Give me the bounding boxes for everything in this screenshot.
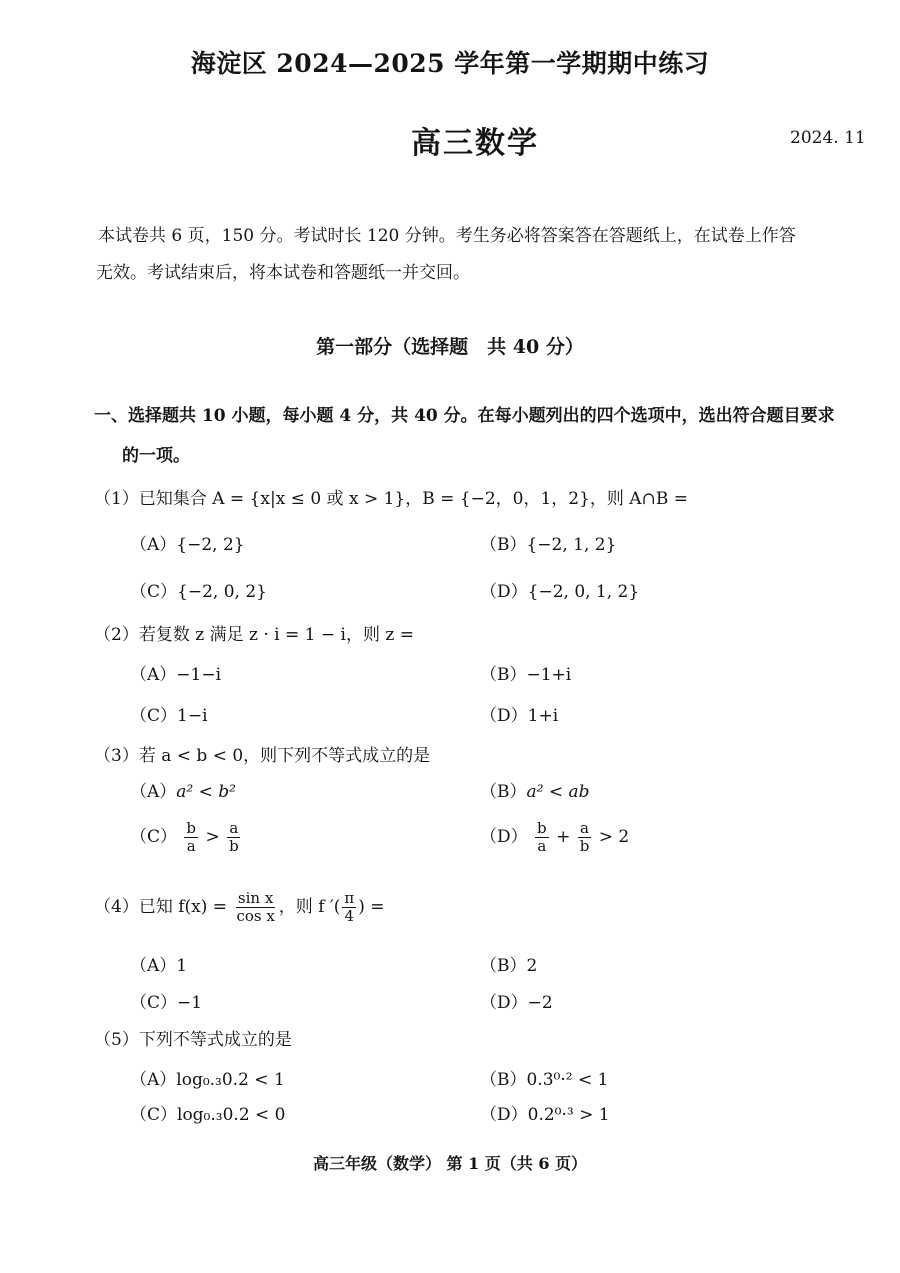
relation: > 2 <box>598 827 630 847</box>
section-line-2: 的一项。 <box>122 446 190 466</box>
question-4 <box>94 890 385 925</box>
q3-option-d <box>480 820 629 855</box>
q5-option-d: （D）0.2⁰·³ > 1 <box>480 1105 610 1125</box>
q5-option-a: （A）log₀.₃0.2 < 1 <box>130 1070 285 1090</box>
q1-option-a: （A）{−2, 2} <box>130 535 245 555</box>
question-3 <box>94 741 430 766</box>
q3-option-c <box>130 820 243 855</box>
question-5 <box>94 1025 292 1050</box>
option-label: （A） <box>130 782 177 802</box>
question-number: （1） <box>94 489 139 509</box>
question-number: （5） <box>94 1030 139 1050</box>
question-2 <box>94 620 414 645</box>
q3-option-a <box>130 777 236 802</box>
fraction: $\frac{b}{a}$ <box>537 819 547 855</box>
fraction: $\frac{a}{b}$ <box>229 819 239 855</box>
document-title: 海淀区 2024—2025 学年第一学期期中练习 <box>190 49 710 78</box>
q4-option-d: （D）−2 <box>480 993 553 1013</box>
option-label: （D） <box>480 827 528 847</box>
operator: + <box>556 827 571 847</box>
question-1 <box>94 484 688 509</box>
q3-option-b <box>480 777 590 802</box>
fraction: $\frac{a}{b}$ <box>579 819 590 855</box>
section-line-1: 一、选择题共 10 小题，每小题 4 分，共 40 分。在每小题列出的四个选项中，选出符合题目要求 <box>94 406 835 426</box>
relation: > <box>205 827 220 847</box>
instructions-line-1: 本试卷共 6 页，150 分。考试时长 120 分钟。考生务必将答案答在答题纸上，在试卷上作答 <box>98 226 796 246</box>
question-stem: 若复数 z 满足 z · i = 1 − i，则 z = <box>138 625 414 645</box>
exam-instructions <box>96 218 866 292</box>
question-stem: 下列不等式成立的是 <box>138 1030 292 1050</box>
q4-option-b: （B）2 <box>480 956 538 976</box>
section-one-instructions <box>94 396 874 476</box>
question-stem-mid: ，则 f ′( <box>278 897 341 917</box>
question-number: （2） <box>94 625 139 645</box>
option-text: a² < ab <box>526 782 590 802</box>
q5-option-c: （C）log₀.₃0.2 < 0 <box>130 1105 286 1125</box>
q4-option-a: （A）1 <box>130 956 188 976</box>
question-number: （3） <box>94 746 139 766</box>
option-label: （C） <box>130 827 178 847</box>
q2-option-b: （B）−1+i <box>480 665 572 685</box>
instructions-line-2: 无效。考试结束后，将本试卷和答题纸一并交回。 <box>96 263 470 283</box>
subject-title: 高三数学 <box>411 126 539 161</box>
q2-option-d: （D）1+i <box>480 706 559 726</box>
exam-date: 2024. 11 <box>790 128 866 148</box>
q2-option-a: （A）−1−i <box>130 665 222 685</box>
question-stem: 已知集合 A = {x|x ≤ 0 或 x > 1}，B = {−2，0，1，2}，则 A∩B = <box>138 489 688 509</box>
fraction-pi-4: $\frac{\pi}{4}$ <box>344 889 355 925</box>
q2-option-c: （C）1−i <box>130 706 208 726</box>
page-footer: 高三年级（数学） 第 1 页（共 6 页） <box>312 1154 588 1173</box>
question-stem: 若 a < b < 0，则下列不等式成立的是 <box>138 746 431 766</box>
option-label: （B） <box>480 782 527 802</box>
fraction: $\frac{b}{a}$ <box>186 819 197 855</box>
option-text: a² < b² <box>176 782 236 802</box>
q1-option-c: （C）{−2, 0, 2} <box>130 582 267 602</box>
fraction-sin-cos: $\frac{\text{sin x}}{\text{cos x}}$ <box>236 889 275 925</box>
q1-option-d: （D）{−2, 0, 1, 2} <box>480 582 640 602</box>
q4-option-c: （C）−1 <box>130 993 203 1013</box>
q1-option-b: （B）{−2, 1, 2} <box>480 535 617 555</box>
question-stem-pre: 已知 f(x) = <box>138 897 228 917</box>
question-number: （4） <box>94 897 139 917</box>
q5-option-b: （B）0.3⁰·² < 1 <box>480 1070 609 1090</box>
part-one-heading: 第一部分（选择题 共 40 分） <box>316 336 584 358</box>
question-stem-post: ) = <box>358 897 385 917</box>
